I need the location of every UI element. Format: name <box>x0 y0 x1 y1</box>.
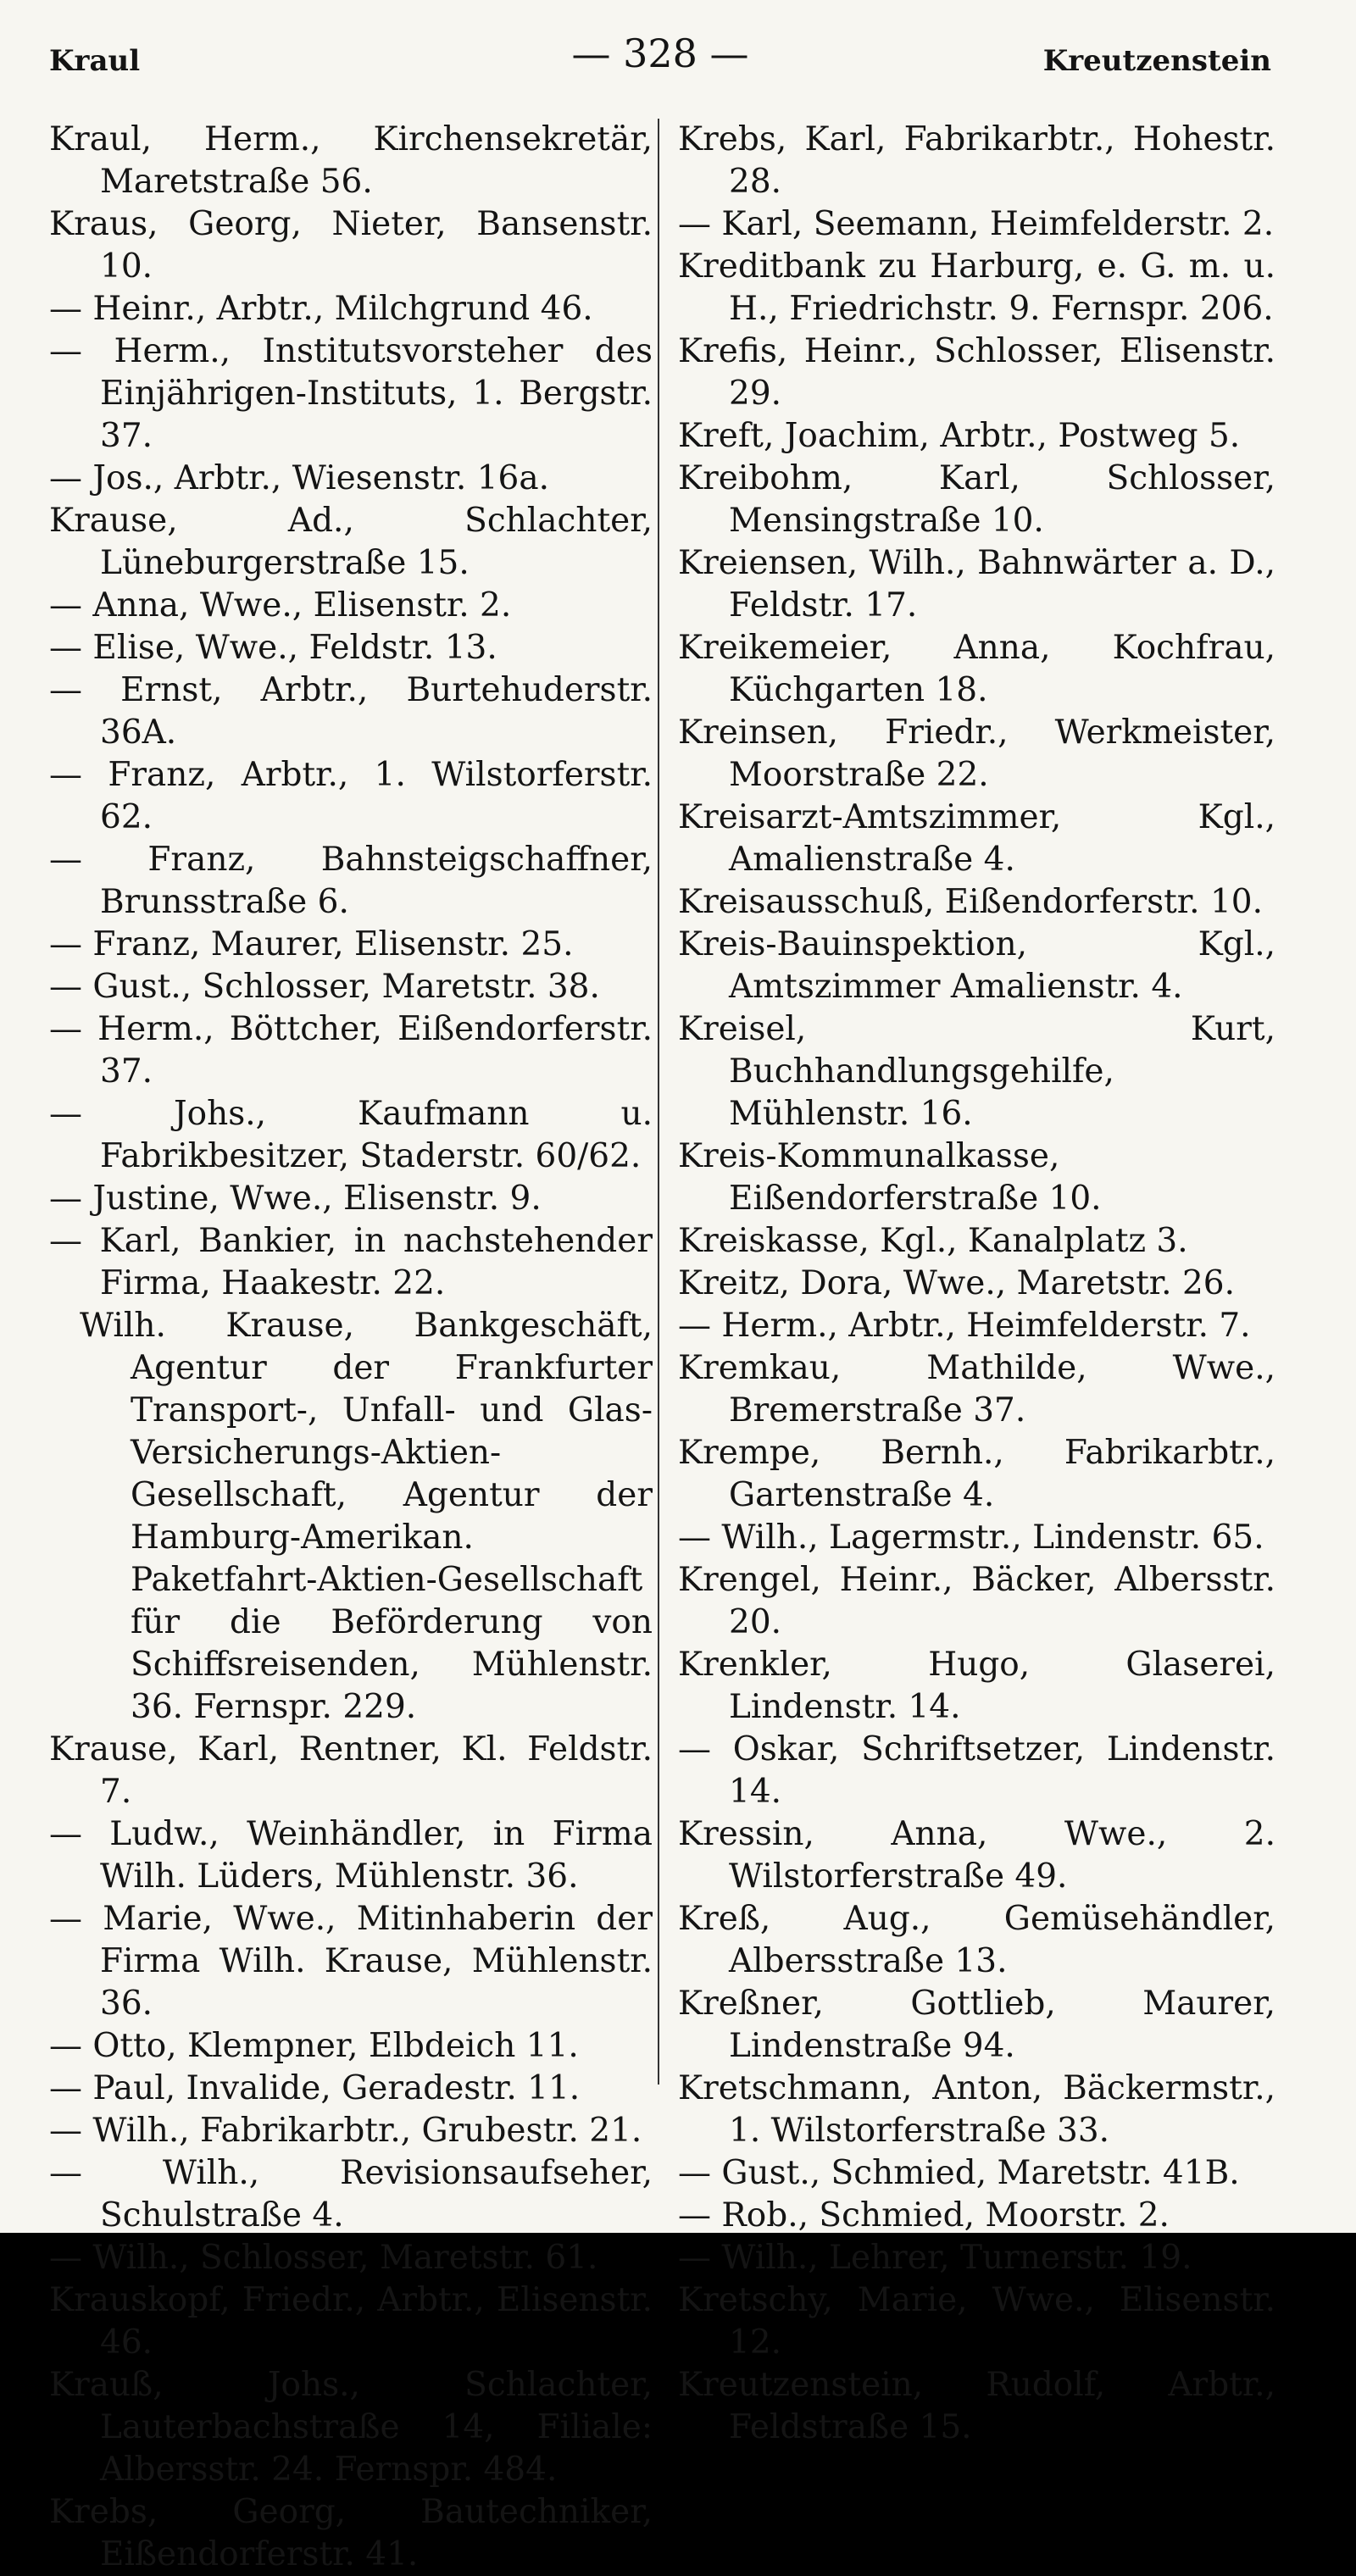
page-number: — 328 — <box>571 31 749 76</box>
directory-entry: — Karl, Seemann, Heimfelderstr. 2. <box>678 205 1275 243</box>
directory-entry: Kreditbank zu Harburg, e. G. m. u. H., Friedrichstr. 9. Fernspr. 206. <box>678 247 1275 328</box>
directory-entry: — Gust., Schlosser, Maretstr. 38. <box>49 968 600 1006</box>
directory-entry: — Wilh., Fabrikarbtr., Grubestr. 21. <box>49 2112 642 2150</box>
directory-entry: Kreisarzt-Amtszimmer, Kgl., Amalienstraße 4. <box>678 798 1275 879</box>
directory-entry: Kreiskasse, Kgl., Kanalplatz 3. <box>678 1222 1188 1260</box>
directory-entry: Krefis, Heinr., Schlosser, Elisenstr. 29. <box>678 332 1275 413</box>
directory-entry: Kressin, Anna, Wwe., 2. Wilstorferstraße 49. <box>678 1815 1275 1896</box>
directory-entry: — Marie, Wwe., Mitinhaberin der Firma Wilh. Krause, Mühlenstr. 36. <box>49 1900 653 2023</box>
directory-entry: Kraus, Georg, Nieter, Bansenstr. 10. <box>49 205 653 286</box>
directory-entry: — Johs., Kaufmann u. Fabrikbesitzer, Staderstr. 60/62. <box>49 1095 653 1175</box>
directory-entry: Kreutzenstein, Rudolf, Arbtr., Feldstraße 15. <box>678 2366 1275 2446</box>
directory-entry: Kraul, Herm., Kirchensekretär, Maretstraße 56. <box>49 120 653 201</box>
directory-entry: — Wilh., Lagermstr., Lindenstr. 65. <box>678 1518 1264 1557</box>
directory-entry: Kreitz, Dora, Wwe., Maretstr. 26. <box>678 1264 1235 1302</box>
directory-entry: Kreisel, Kurt, Buchhandlungsgehilfe, Mühlenstr. 16. <box>678 1010 1275 1133</box>
directory-entry: — Herm., Arbtr., Heimfelderstr. 7. <box>678 1307 1251 1345</box>
directory-entry: Krempe, Bernh., Fabrikarbtr., Gartenstraße 4. <box>678 1434 1275 1514</box>
directory-entry: — Justine, Wwe., Elisenstr. 9. <box>49 1180 542 1218</box>
directory-entry: — Franz, Bahnsteigschaffner, Brunsstraße 6. <box>49 841 653 921</box>
directory-entry: Kreiensen, Wilh., Bahnwärter a. D., Feldstr. 17. <box>678 544 1275 625</box>
directory-entry: Krebs, Georg, Bautechniker, Eißendorferstr. 41. <box>49 2493 653 2573</box>
directory-entry: — Wilh., Revisionsaufseher, Schulstraße 4. <box>49 2154 653 2235</box>
right-column <box>678 119 1275 2446</box>
directory-entry: Kreibohm, Karl, Schlosser, Mensingstraße 10. <box>678 459 1275 540</box>
directory-entry: Wilh. Krause, Bankgeschäft, Agentur der Frankfurter Transport-, Unfall- und Glas-Versicherungs-Aktien-Gesellschaft, Agentur der Hamburg-Amerikan. Paketfahrt-Aktien-Gesellschaft für die Beförderung von Schiffsreisenden, Mühlenstr. 36. Fernspr. 229. <box>80 1307 653 1726</box>
directory-entry: — Gust., Schmied, Maretstr. 41B. <box>678 2154 1240 2192</box>
directory-entry: Kreis-Bauinspektion, Kgl., Amtszimmer Amalienstr. 4. <box>678 925 1275 1006</box>
directory-entry: — Franz, Maurer, Elisenstr. 25. <box>49 925 574 963</box>
directory-entry: — Rob., Schmied, Moorstr. 2. <box>678 2196 1170 2235</box>
directory-entry: Kretschy, Marie, Wwe., Elisenstr. 12. <box>678 2281 1275 2362</box>
directory-entry: — Otto, Klempner, Elbdeich 11. <box>49 2027 579 2065</box>
directory-entry: — Wilh., Schlosser, Maretstr. 61. <box>49 2239 598 2277</box>
directory-entry: Krebs, Karl, Fabrikarbtr., Hohestr. 28. <box>678 120 1275 201</box>
directory-entry: — Paul, Invalide, Geradestr. 11. <box>49 2069 581 2107</box>
directory-entry: Krause, Ad., Schlachter, Lüneburgerstraße 15. <box>49 502 653 582</box>
directory-entry: Kreisausschuß, Eißendorferstr. 10. <box>678 883 1263 921</box>
directory-entry: — Elise, Wwe., Feldstr. 13. <box>49 629 497 667</box>
directory-entry: — Ludw., Weinhändler, in Firma Wilh. Lüders, Mühlenstr. 36. <box>49 1815 653 1896</box>
directory-entry: Kretschmann, Anton, Bäckermstr., 1. Wilstorferstraße 33. <box>678 2069 1275 2150</box>
directory-entry: — Oskar, Schriftsetzer, Lindenstr. 14. <box>678 1730 1275 1811</box>
directory-entry: — Anna, Wwe., Elisenstr. 2. <box>49 586 512 625</box>
directory-entry: — Herm., Böttcher, Eißendorferstr. 37. <box>49 1010 653 1091</box>
directory-entry: Kreinsen, Friedr., Werkmeister, Moorstraße 22. <box>678 713 1275 794</box>
directory-entry: Kreis-Kommunalkasse, Eißendorferstraße 10. <box>678 1137 1102 1218</box>
header-first-entry: Kraul <box>49 44 141 78</box>
directory-entry: — Wilh., Lehrer, Turnerstr. 19. <box>678 2239 1192 2277</box>
directory-entry: Kremkau, Mathilde, Wwe., Bremerstraße 37. <box>678 1349 1275 1430</box>
directory-entry: — Ernst, Arbtr., Burtehuderstr. 36A. <box>49 671 653 752</box>
header-last-entry: Kreutzenstein <box>1042 44 1271 78</box>
page-header <box>49 24 1271 108</box>
directory-entry: — Karl, Bankier, in nachstehender Firma, Haakestr. 22. <box>49 1222 653 1302</box>
directory-entry: Kreikemeier, Anna, Kochfrau, Küchgarten 18. <box>678 629 1275 709</box>
directory-entry: — Heinr., Arbtr., Milchgrund 46. <box>49 290 593 328</box>
directory-entry: Kreft, Joachim, Arbtr., Postweg 5. <box>678 417 1241 455</box>
directory-entry: — Jos., Arbtr., Wiesenstr. 16a. <box>49 459 549 497</box>
directory-entry: — Herm., Institutsvorsteher des Einjährigen-Instituts, 1. Bergstr. 37. <box>49 332 653 455</box>
directory-entry: Kreßner, Gottlieb, Maurer, Lindenstraße 94. <box>678 1985 1275 2065</box>
directory-entry: Krenkler, Hugo, Glaserei, Lindenstr. 14. <box>678 1646 1275 1726</box>
left-column <box>49 119 653 2573</box>
directory-entry: — Franz, Arbtr., 1. Wilstorferstr. 62. <box>49 756 653 836</box>
directory-entry: Krengel, Heinr., Bäcker, Albersstr. 20. <box>678 1561 1275 1641</box>
directory-entry: Krauskopf, Friedr., Arbtr., Elisenstr. 46. <box>49 2281 653 2362</box>
directory-entry: Kreß, Aug., Gemüsehändler, Albersstraße 13. <box>678 1900 1275 1980</box>
directory-entry: Krauß, Johs., Schlachter, Lauterbachstraße 14, Filiale: Albersstr. 24. Fernspr. 484. <box>49 2366 653 2489</box>
directory-entry: Krause, Karl, Rentner, Kl. Feldstr. 7. <box>49 1730 653 1811</box>
column-divider <box>658 119 659 2085</box>
